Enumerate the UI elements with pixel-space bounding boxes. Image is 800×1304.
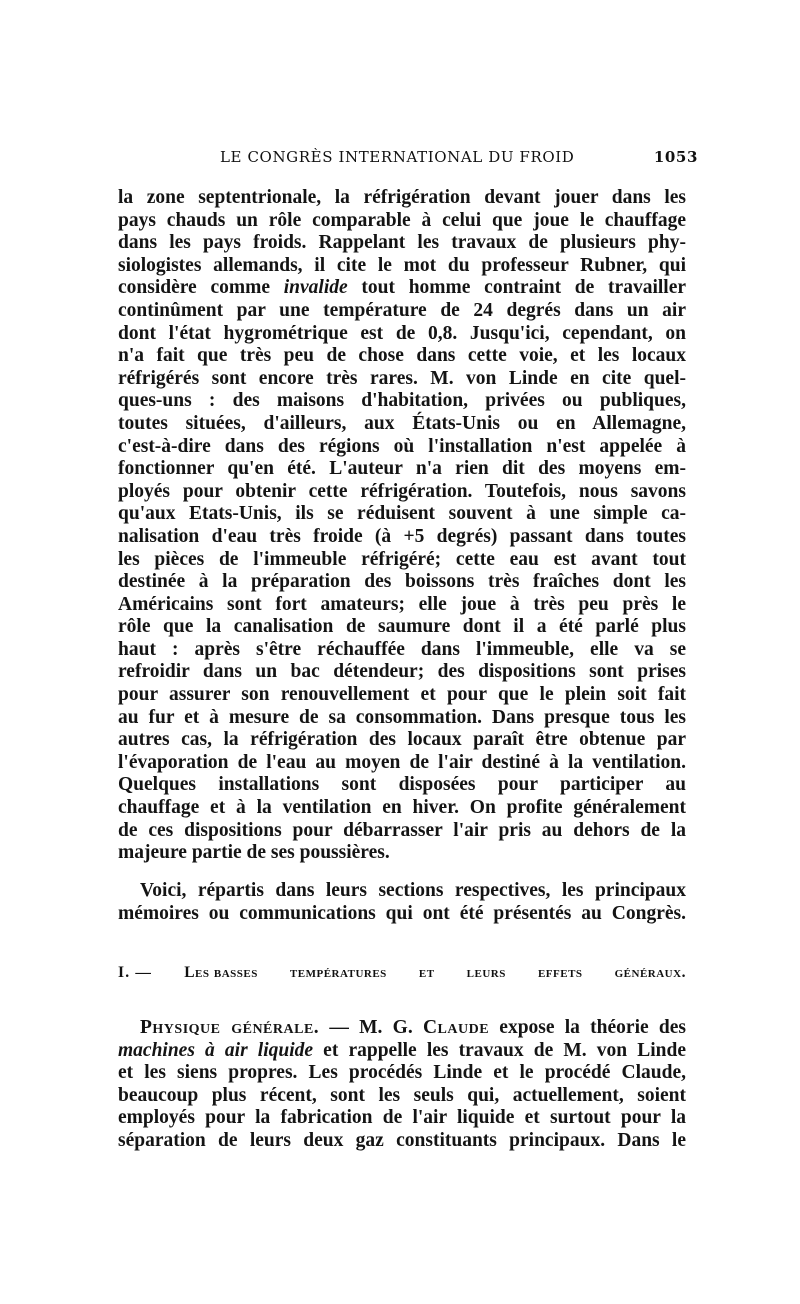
text-line: fonctionner qu'en été. L'auteur n'a rien dit des moyens em- bbox=[118, 458, 686, 480]
text-line: chauffage et à la ventilation en hiver. On profite généralement bbox=[118, 797, 686, 819]
text-line: dont l'état hygrométrique est de 0,8. Jusqu'ici, cependant, on bbox=[118, 322, 686, 344]
text-line: toutes situées, d'ailleurs, aux États-Unis ou en Allemagne, bbox=[118, 412, 686, 434]
text-line: ployés pour obtenir cette réfrigération. Toutefois, nous savons bbox=[118, 480, 686, 502]
paragraph-3 bbox=[118, 1017, 686, 1153]
text-line: ques-uns : des maisons d'habitation, privées ou publiques, bbox=[118, 390, 686, 412]
text-line: l'évaporation de l'eau au moyen de l'air destiné à la ventilation. bbox=[118, 751, 686, 773]
text-line-with-lead bbox=[118, 1017, 686, 1040]
section-heading bbox=[118, 964, 686, 982]
running-title: LE CONGRÈS INTERNATIONAL DU FROID bbox=[220, 148, 575, 166]
running-head bbox=[118, 148, 698, 172]
text-line: Voici, répartis dans leurs sections respectives, les principaux bbox=[140, 880, 686, 901]
text-line: n'a fait que très peu de chose dans cette voie, et les locaux bbox=[118, 345, 686, 367]
heading-word: leurs bbox=[466, 964, 506, 981]
text-line: destinée à la préparation des boissons très fraîches dont les bbox=[118, 571, 686, 593]
text-line: la zone septentrionale, la réfrigération devant jouer dans les bbox=[118, 187, 686, 208]
text-segment: considère comme bbox=[118, 277, 270, 299]
text-line: séparation de leurs deux gaz constituants principaux. Dans le bbox=[118, 1129, 686, 1151]
text-line: dans les pays froids. Rappelant les travaux de plusieurs phy- bbox=[118, 232, 686, 254]
paragraph-1 bbox=[118, 187, 686, 865]
text-line-with-italic bbox=[118, 1040, 686, 1063]
page-number: 1053 bbox=[653, 148, 698, 166]
text-line: mémoires ou communications qui ont été présentés au Congrès. bbox=[118, 902, 686, 924]
text-line: Américains sont fort amateurs; elle joue à très peu près le bbox=[118, 593, 686, 615]
text-line-with-italic bbox=[118, 277, 686, 300]
text-line: pays chauds un rôle comparable à celui que joue le chauffage bbox=[118, 209, 686, 231]
text-line: autres cas, la réfrigération des locaux paraît être obtenue par bbox=[118, 729, 686, 751]
text-line: continûment par une température de 24 degrés dans un air bbox=[118, 299, 686, 321]
text-line: employés pour la fabrication de l'air liquide et surtout pour la bbox=[118, 1107, 686, 1129]
text-segment: — M. G. bbox=[319, 1017, 423, 1038]
text-segment: expose la théorie des bbox=[489, 1017, 686, 1038]
paragraph-2 bbox=[118, 880, 686, 925]
heading-word: Les basses bbox=[184, 964, 258, 981]
text-line: pour assurer son renouvellement et pour que le plein soit fait bbox=[118, 684, 686, 706]
text-line: au fur et à mesure de sa consommation. Dans presque tous les bbox=[118, 706, 686, 728]
heading-word: températures bbox=[289, 964, 387, 981]
text-line: beaucoup plus récent, sont les seuls qui, actuellement, soient bbox=[118, 1084, 686, 1106]
section-numeral: I. — bbox=[118, 964, 153, 981]
italic-term: invalide bbox=[283, 277, 348, 299]
text-line: qu'aux Etats-Unis, ils se réduisent souvent à une simple ca- bbox=[118, 503, 686, 525]
text-line: siologistes allemands, il cite le mot du professeur Rubner, qui bbox=[118, 254, 686, 276]
text-line: de ces dispositions pour débarrasser l'air pris au dehors de la bbox=[118, 819, 686, 841]
heading-word: effets bbox=[537, 964, 583, 981]
author-name: Claude bbox=[422, 1017, 490, 1038]
heading-word: généraux. bbox=[614, 964, 686, 981]
text-line: réfrigérés sont encore très rares. M. von Linde en cite quel- bbox=[118, 367, 686, 389]
text-segment: tout homme contraint de travailler bbox=[361, 277, 687, 299]
text-segment: et rappelle les travaux de M. von Linde bbox=[313, 1039, 686, 1061]
text-line: haut : après s'être réchauffée dans l'immeuble, elle va se bbox=[118, 638, 686, 660]
italic-term: machines à air liquide bbox=[118, 1039, 314, 1061]
text-line: majeure partie de ses poussières. bbox=[118, 842, 390, 864]
text-line: Quelques installations sont disposées pour participer au bbox=[118, 774, 686, 796]
text-line: et les siens propres. Les procédés Linde et le procédé Claude, bbox=[118, 1062, 686, 1084]
text-line: les pièces de l'immeuble réfrigéré; cette eau est avant tout bbox=[118, 548, 686, 570]
text-line: rôle que la canalisation de saumure dont il a été parlé plus bbox=[118, 616, 686, 638]
text-line: nalisation d'eau très froide (à +5 degrés) passant dans toutes bbox=[118, 525, 686, 547]
text-line: c'est-à-dire dans des régions où l'installation n'est appelée à bbox=[118, 435, 686, 457]
section-lead: Physique générale. bbox=[140, 1017, 320, 1038]
heading-word: et bbox=[418, 964, 435, 981]
text-line: refroidir dans un bac détendeur; des dispositions sont prises bbox=[118, 661, 686, 683]
